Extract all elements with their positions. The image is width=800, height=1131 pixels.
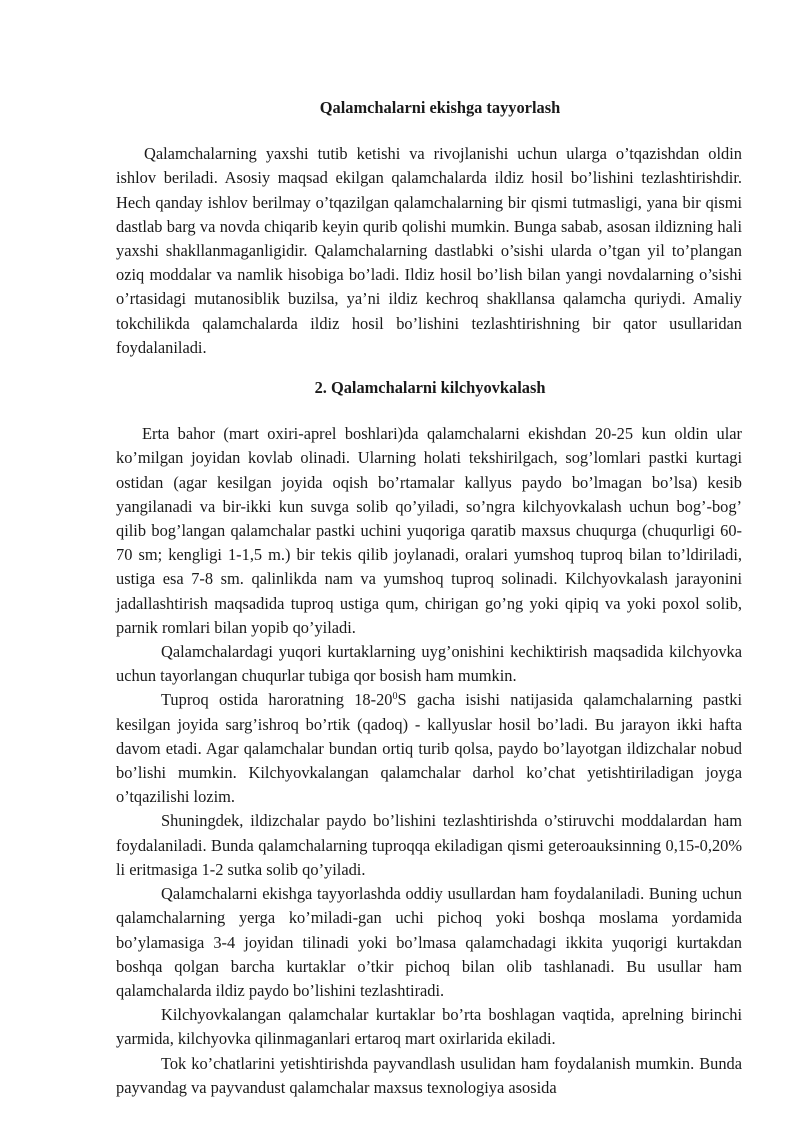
document-title: Qalamchalarni ekishga tayyorlash (319, 98, 561, 117)
section-heading: 2. Qalamchalarni kilchyovkalash (314, 378, 546, 398)
degree-superscript: 0 (392, 691, 398, 703)
paragraph-1: Erta bahor (mart oxiri-aprel boshlari)da qalamchalarni ekishdan 20-25 kun oldin ular ko’milgan joyidan kovlab olinadi. Ularning holati tekshirilgach, sog’lomlari pastki kurtagi ostidan (agar kesilgan joyida oqish bo’rtamalar kallyus paydo bo’lmagan bo’lsa) kesib yangilanadi va bir-ikki kun suvga solib qo’yiladi, so’ngra kilchyovkalash uchun bog’-bog’ qilib bog’langan qalamchalar pastki uchini yuqoriga qaratib maxsus chuqurga (chuqurligi 60-70 sm; kengligi 1-1,5 m.) bir tekis qilib joylanadi, oralari yumshoq tuproq bilan to’ldiriladi, ustiga esa 7-8 sm. qalinlikda nam va yumshoq tuproq solinadi. Kilchyovkalash jarayonini jadallashtirish maqsadida tuproq ustiga qum, chirigan go’ng yoki qipiq va yoki poxol solib, parnik romlari bilan yopib qo’yiladi. (116, 424, 742, 637)
paragraph-2: Qalamchalardagi yuqori kurtaklarning uyg’onishini kechiktirish maqsadida kilchyovka uchun tayorlangan chuqurlar tubiga qor bosish ham mumkin. (116, 642, 742, 686)
paragraph-7: Tok ko’chatlarini yetishtirishda payvandlash usulidan ham foydalanish mumkin. Bunda payvandag va payvandust qalamchalar maxsus texnologiya asosida (116, 1053, 742, 1097)
paragraph-3-start: Tuproq ostida haroratning 18-20 (161, 690, 393, 710)
intro-paragraph: Qalamchalarning yaxshi tutib ketishi va rivojlanishi uchun ularga o’tqazishdan oldin ishlov beriladi. Asosiy maqsad ekilgan qalamchalarda ildiz hosil bo’lishini tezlashtirishdir. Hech qanday ishlov berilmay o’tqazilgan qalamchalarning bir qismi tutmasligi, yana bir qismi dastlab barg va novda chiqarib keyin qurib qolishi mumkin. Bunga sabab, asosan ildizning hali yaxshi shakllanmaganligidir. Qalamchalarning dastlabki o’sishi ularda o’tgan yil to’plangan oziq moddalar va namlik hisobiga bo’ladi. Ildiz hosil bo’lish bilan yangi novdalarning o’sishi o’rtasidagi mutanosiblik buzilsa, ya’ni ildiz kechroq shakllansa qalamcha quriydi. Amaliy tokchilikda qalamchalarda ildiz hosil bo’lishini tezlashtirishning bir qator usullaridan foydalaniladi. (116, 144, 742, 357)
document-page (116, 96, 742, 1100)
paragraph-4: Shuningdek, ildizchalar paydo bo’lishini tezlashtirishda o’stiruvchi moddalardan ham foydalaniladi. Bunda qalamchalarning tuproqqa ekiladigan qismi geteroauksinning 0,15-0,20% li eritmasiga 1-2 sutka solib qo’yiladi. (116, 811, 742, 879)
paragraph-5: Qalamchalarni ekishga tayyorlashda oddiy usullardan ham foydalaniladi. Buning uchun qalamchalarning yerga ko’miladi-gan uchi pichoq yoki boshqa moslama yordamida bo’ylamasiga 3-4 joyidan tilinadi yoki bo’lmasa qalamchadagi ikkita yuqorigi kurtakdan boshqa qolgan barcha kurtaklar o’tkir pichoq bilan olib tashlanadi. Bu usullar ham qalamchalarda ildiz paydo bo’lishini tezlashtiradi. (116, 884, 742, 1000)
paragraph-3 (116, 688, 742, 809)
paragraph-3-end: S gacha isishi natijasida qalamchalarning pastki kesilgan joyida sarg’ishroq bo’rtik (qadoq) - kallyuslar hosil bo’ladi. Bu jarayon ikki hafta davom etadi. Agar qalamchalar bundan ortiq turib qolsa, paydo bo’layotgan ildizchalar nobud bo’lishi mumkin. Kilchyovkalangan qalamchalar darhol ko’chat yetishtiriladigan joyga o’tqazilishi lozim. (116, 690, 742, 807)
paragraph-6: Kilchyovkalangan qalamchalar kurtaklar bo’rta boshlagan vaqtida, aprelning birinchi yarmida, kilchyovka qilinmaganlari ertaroq mart oxirlarida ekiladi. (116, 1005, 742, 1049)
